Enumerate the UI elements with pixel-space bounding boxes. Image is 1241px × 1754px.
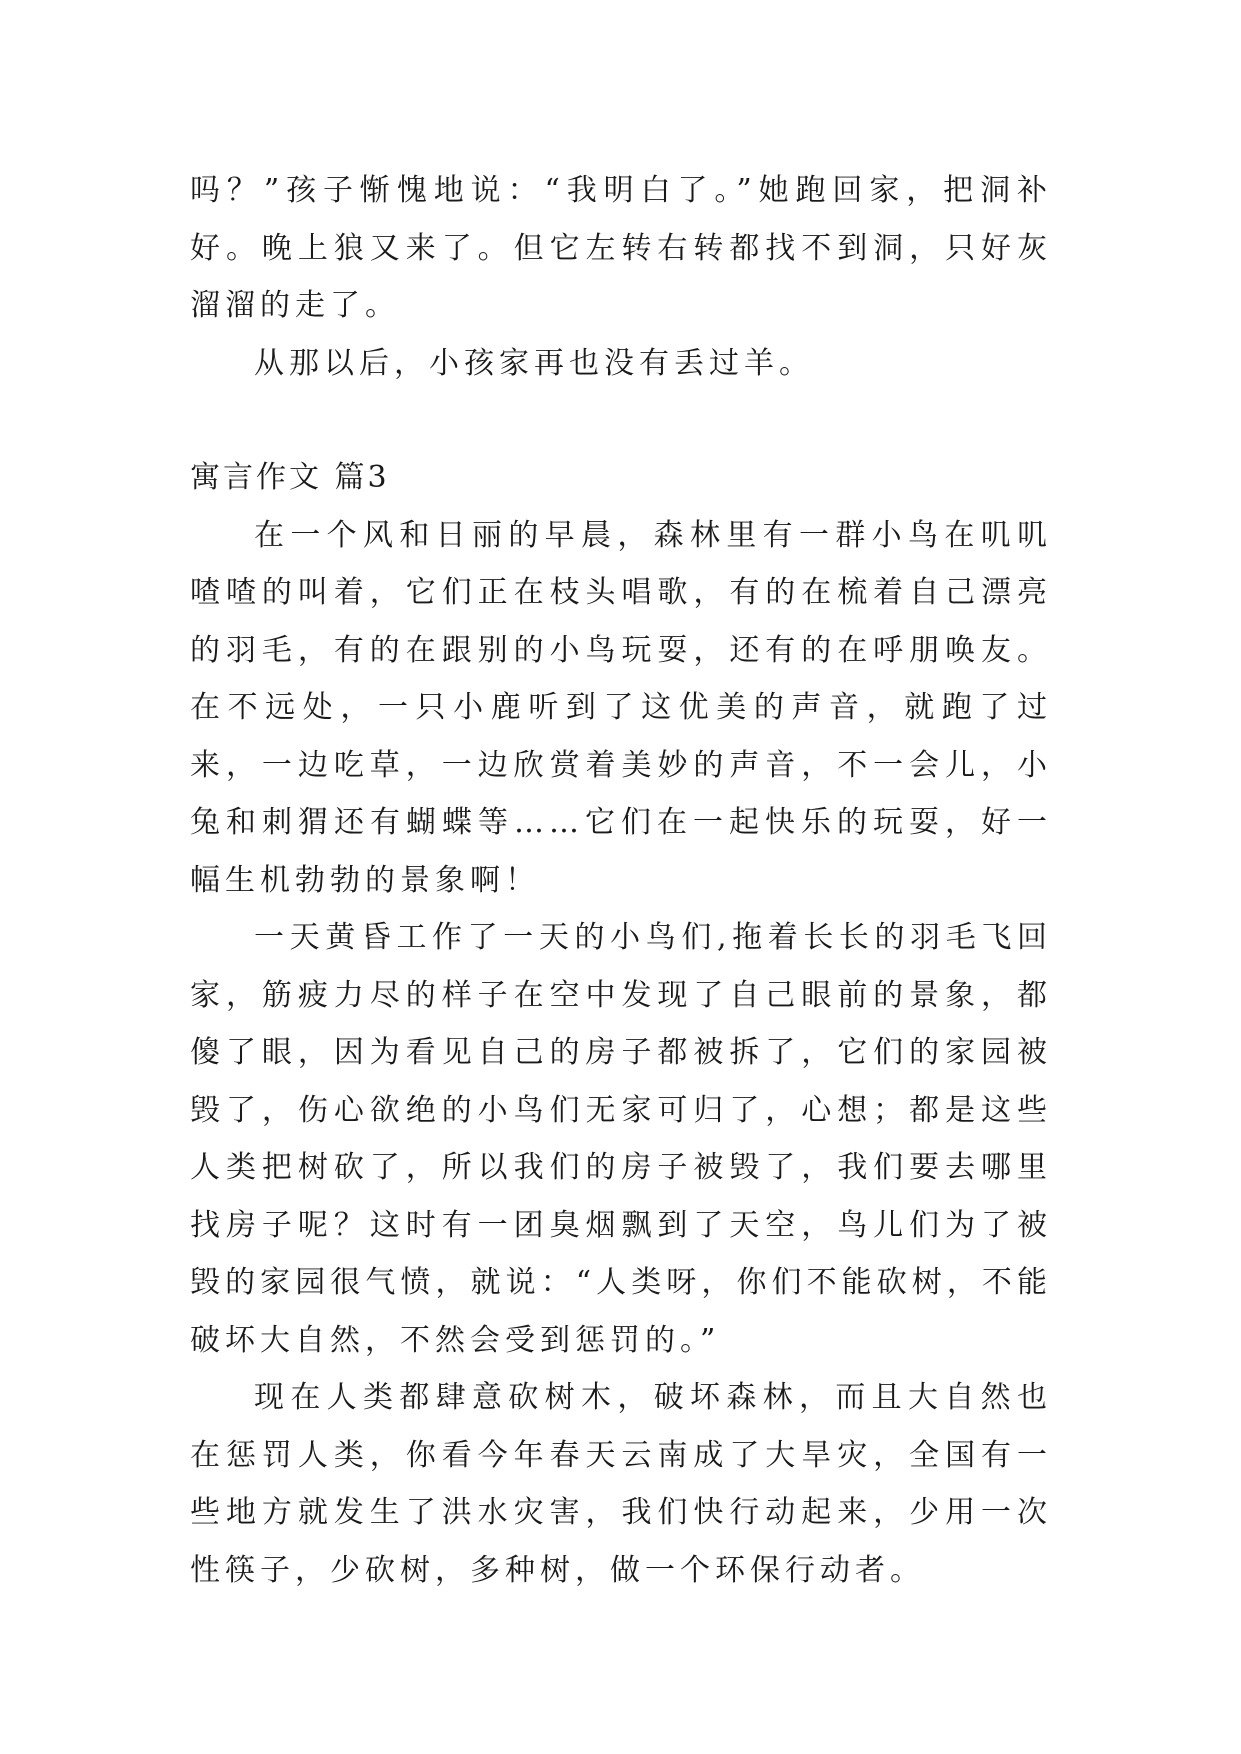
section-paragraph-1: 在一个风和日丽的早晨，森林里有一群小鸟在叽叽喳喳的叫着，它们正在枝头唱歌，有的在梳着自己漂亮的羽毛，有的在跟别的小鸟玩耍，还有的在呼朋唤友。在不远处，一只小鹿听到了这优美的声音，就跑了过来，一边吃草，一边欣赏着美妙的声音，不一会儿，小兔和刺猬还有蝴蝶等……它们在一起快乐的玩耍，好一幅生机勃勃的景象啊！	[190, 517, 1052, 898]
section-spacer	[190, 392, 1052, 449]
continued-paragraph-1: 吗？”孩子惭愧地说：“我明白了。”她跑回家，把洞补好。晚上狼又来了。但它左转右转都找不到洞，只好灰溜溜的走了。	[190, 173, 1052, 323]
section-paragraph-2: 一天黄昏工作了一天的小鸟们,拖着长长的羽毛飞回家，筋疲力尽的样子在空中发现了自己眼前的景象，都傻了眼，因为看见自己的房子都被拆了，它们的家园被毁了，伤心欲绝的小鸟们无家可归了，心想；都是这些人类把树砍了，所以我们的房子被毁了，我们要去哪里找房子呢？这时有一团臭烟飘到了天空，鸟儿们为了被毁的家园很气愤，就说：“人类呀，你们不能砍树，不能破坏大自然，不然会受到惩罚的。”	[190, 920, 1052, 1358]
document-body	[190, 162, 1052, 1599]
continued-paragraph-2: 从那以后，小孩家再也没有丢过羊。	[254, 345, 814, 381]
section-paragraph-3: 现在人类都肆意砍树木，破坏森林，而且大自然也在惩罚人类，你看今年春天云南成了大旱灾，全国有一些地方就发生了洪水灾害，我们快行动起来，少用一次性筷子，少砍树，多种树，做一个环保行动者。	[190, 1380, 1052, 1588]
section-heading: 寓言作文 篇3	[190, 460, 390, 495]
